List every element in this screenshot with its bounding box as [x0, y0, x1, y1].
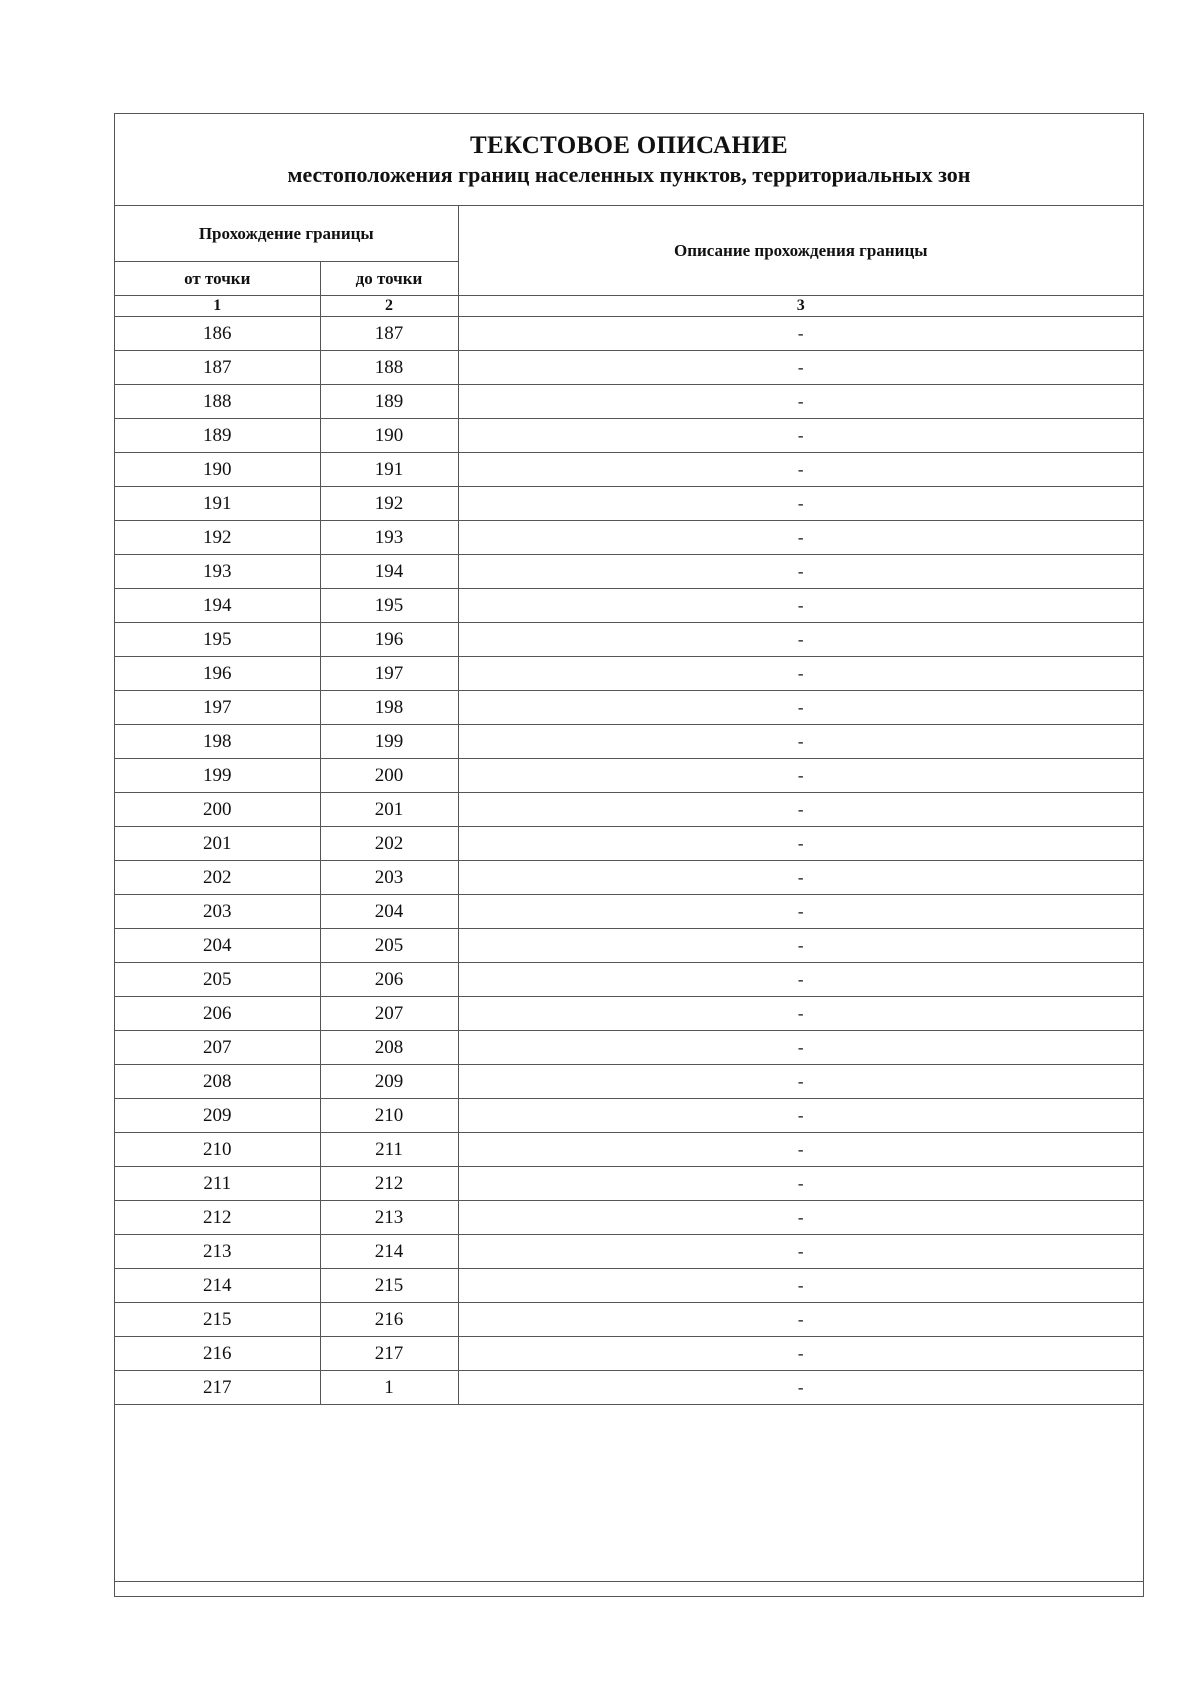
description-cell: - [458, 1337, 1143, 1371]
header-from-point: от точки [115, 262, 320, 296]
to-point-cell: 217 [320, 1337, 458, 1371]
to-point-cell: 199 [320, 725, 458, 759]
description-cell: - [458, 691, 1143, 725]
from-point-cell: 201 [115, 827, 320, 861]
from-point-cell: 186 [115, 317, 320, 351]
to-point-cell: 197 [320, 657, 458, 691]
table-row [115, 589, 1143, 623]
table-row [115, 759, 1143, 793]
description-cell: - [458, 555, 1143, 589]
from-point-cell: 209 [115, 1099, 320, 1133]
to-point-cell: 216 [320, 1303, 458, 1337]
to-point-cell: 211 [320, 1133, 458, 1167]
from-point-cell: 190 [115, 453, 320, 487]
description-cell: - [458, 419, 1143, 453]
header-description: Описание прохождения границы [458, 206, 1143, 296]
document-frame [114, 113, 1144, 1597]
from-point-cell: 199 [115, 759, 320, 793]
from-point-cell: 196 [115, 657, 320, 691]
header-to-point: до точки [320, 262, 458, 296]
description-cell: - [458, 487, 1143, 521]
from-point-cell: 210 [115, 1133, 320, 1167]
to-point-cell: 200 [320, 759, 458, 793]
table-row [115, 793, 1143, 827]
description-cell: - [458, 1099, 1143, 1133]
to-point-cell: 202 [320, 827, 458, 861]
from-point-cell: 192 [115, 521, 320, 555]
table-row [115, 1235, 1143, 1269]
to-point-cell: 209 [320, 1065, 458, 1099]
document-subtitle: местоположения границ населенных пунктов, территориальных зон [287, 162, 971, 187]
from-point-cell: 208 [115, 1065, 320, 1099]
description-cell: - [458, 827, 1143, 861]
table-row [115, 1371, 1143, 1405]
to-point-cell: 207 [320, 997, 458, 1031]
from-point-cell: 191 [115, 487, 320, 521]
table-row [115, 725, 1143, 759]
description-cell: - [458, 589, 1143, 623]
table-row [115, 623, 1143, 657]
table-row [115, 929, 1143, 963]
to-point-cell: 198 [320, 691, 458, 725]
description-cell: - [458, 759, 1143, 793]
to-point-cell: 205 [320, 929, 458, 963]
to-point-cell: 208 [320, 1031, 458, 1065]
table-row [115, 963, 1143, 997]
table-row [115, 657, 1143, 691]
boundary-table [115, 206, 1143, 1582]
description-cell: - [458, 895, 1143, 929]
to-point-cell: 215 [320, 1269, 458, 1303]
from-point-cell: 200 [115, 793, 320, 827]
title-block [115, 114, 1143, 206]
description-cell: - [458, 1235, 1143, 1269]
table-row [115, 555, 1143, 589]
table-row [115, 1133, 1143, 1167]
description-cell: - [458, 1065, 1143, 1099]
from-point-cell: 187 [115, 351, 320, 385]
from-point-cell: 207 [115, 1031, 320, 1065]
document-title: ТЕКСТОВОЕ ОПИСАНИЕ [470, 132, 788, 159]
description-cell: - [458, 1167, 1143, 1201]
table-row [115, 827, 1143, 861]
to-point-cell: 213 [320, 1201, 458, 1235]
table-row [115, 1167, 1143, 1201]
description-cell: - [458, 657, 1143, 691]
to-point-cell: 190 [320, 419, 458, 453]
from-point-cell: 195 [115, 623, 320, 657]
description-cell: - [458, 1269, 1143, 1303]
to-point-cell: 214 [320, 1235, 458, 1269]
to-point-cell: 189 [320, 385, 458, 419]
from-point-cell: 213 [115, 1235, 320, 1269]
from-point-cell: 188 [115, 385, 320, 419]
column-number-1: 1 [115, 296, 320, 317]
table-row [115, 1337, 1143, 1371]
description-cell: - [458, 725, 1143, 759]
description-cell: - [458, 521, 1143, 555]
from-point-cell: 216 [115, 1337, 320, 1371]
table-row [115, 691, 1143, 725]
to-point-cell: 194 [320, 555, 458, 589]
description-cell: - [458, 317, 1143, 351]
description-cell: - [458, 351, 1143, 385]
from-point-cell: 198 [115, 725, 320, 759]
table-row [115, 1065, 1143, 1099]
description-cell: - [458, 1133, 1143, 1167]
table-row [115, 317, 1143, 351]
to-point-cell: 193 [320, 521, 458, 555]
from-point-cell: 211 [115, 1167, 320, 1201]
description-cell: - [458, 1201, 1143, 1235]
from-point-cell: 206 [115, 997, 320, 1031]
to-point-cell: 188 [320, 351, 458, 385]
table-row [115, 1201, 1143, 1235]
column-number-3: 3 [458, 296, 1143, 317]
table-row [115, 861, 1143, 895]
table-body [115, 317, 1143, 1405]
table-row [115, 1099, 1143, 1133]
table-row [115, 351, 1143, 385]
to-point-cell: 201 [320, 793, 458, 827]
table-row [115, 453, 1143, 487]
column-number-2: 2 [320, 296, 458, 317]
from-point-cell: 194 [115, 589, 320, 623]
from-point-cell: 193 [115, 555, 320, 589]
from-point-cell: 197 [115, 691, 320, 725]
to-point-cell: 204 [320, 895, 458, 929]
from-point-cell: 205 [115, 963, 320, 997]
description-cell: - [458, 929, 1143, 963]
description-cell: - [458, 1303, 1143, 1337]
description-cell: - [458, 997, 1143, 1031]
table-row [115, 1303, 1143, 1337]
from-point-cell: 214 [115, 1269, 320, 1303]
to-point-cell: 196 [320, 623, 458, 657]
to-point-cell: 210 [320, 1099, 458, 1133]
from-point-cell: 215 [115, 1303, 320, 1337]
empty-footer-row [115, 1405, 1143, 1582]
description-cell: - [458, 861, 1143, 895]
description-cell: - [458, 1371, 1143, 1405]
to-point-cell: 195 [320, 589, 458, 623]
table-row [115, 895, 1143, 929]
description-cell: - [458, 1031, 1143, 1065]
header-boundary-passage: Прохождение границы [115, 206, 458, 262]
to-point-cell: 191 [320, 453, 458, 487]
from-point-cell: 217 [115, 1371, 320, 1405]
to-point-cell: 187 [320, 317, 458, 351]
from-point-cell: 204 [115, 929, 320, 963]
table-row [115, 1269, 1143, 1303]
description-cell: - [458, 623, 1143, 657]
table-row [115, 997, 1143, 1031]
table-row [115, 521, 1143, 555]
to-point-cell: 192 [320, 487, 458, 521]
description-cell: - [458, 385, 1143, 419]
to-point-cell: 206 [320, 963, 458, 997]
from-point-cell: 212 [115, 1201, 320, 1235]
table-row [115, 385, 1143, 419]
description-cell: - [458, 963, 1143, 997]
from-point-cell: 189 [115, 419, 320, 453]
table-row [115, 419, 1143, 453]
to-point-cell: 212 [320, 1167, 458, 1201]
to-point-cell: 1 [320, 1371, 458, 1405]
from-point-cell: 202 [115, 861, 320, 895]
table-row [115, 1031, 1143, 1065]
description-cell: - [458, 793, 1143, 827]
from-point-cell: 203 [115, 895, 320, 929]
to-point-cell: 203 [320, 861, 458, 895]
empty-footer-cell [115, 1405, 1143, 1582]
table-row [115, 487, 1143, 521]
description-cell: - [458, 453, 1143, 487]
